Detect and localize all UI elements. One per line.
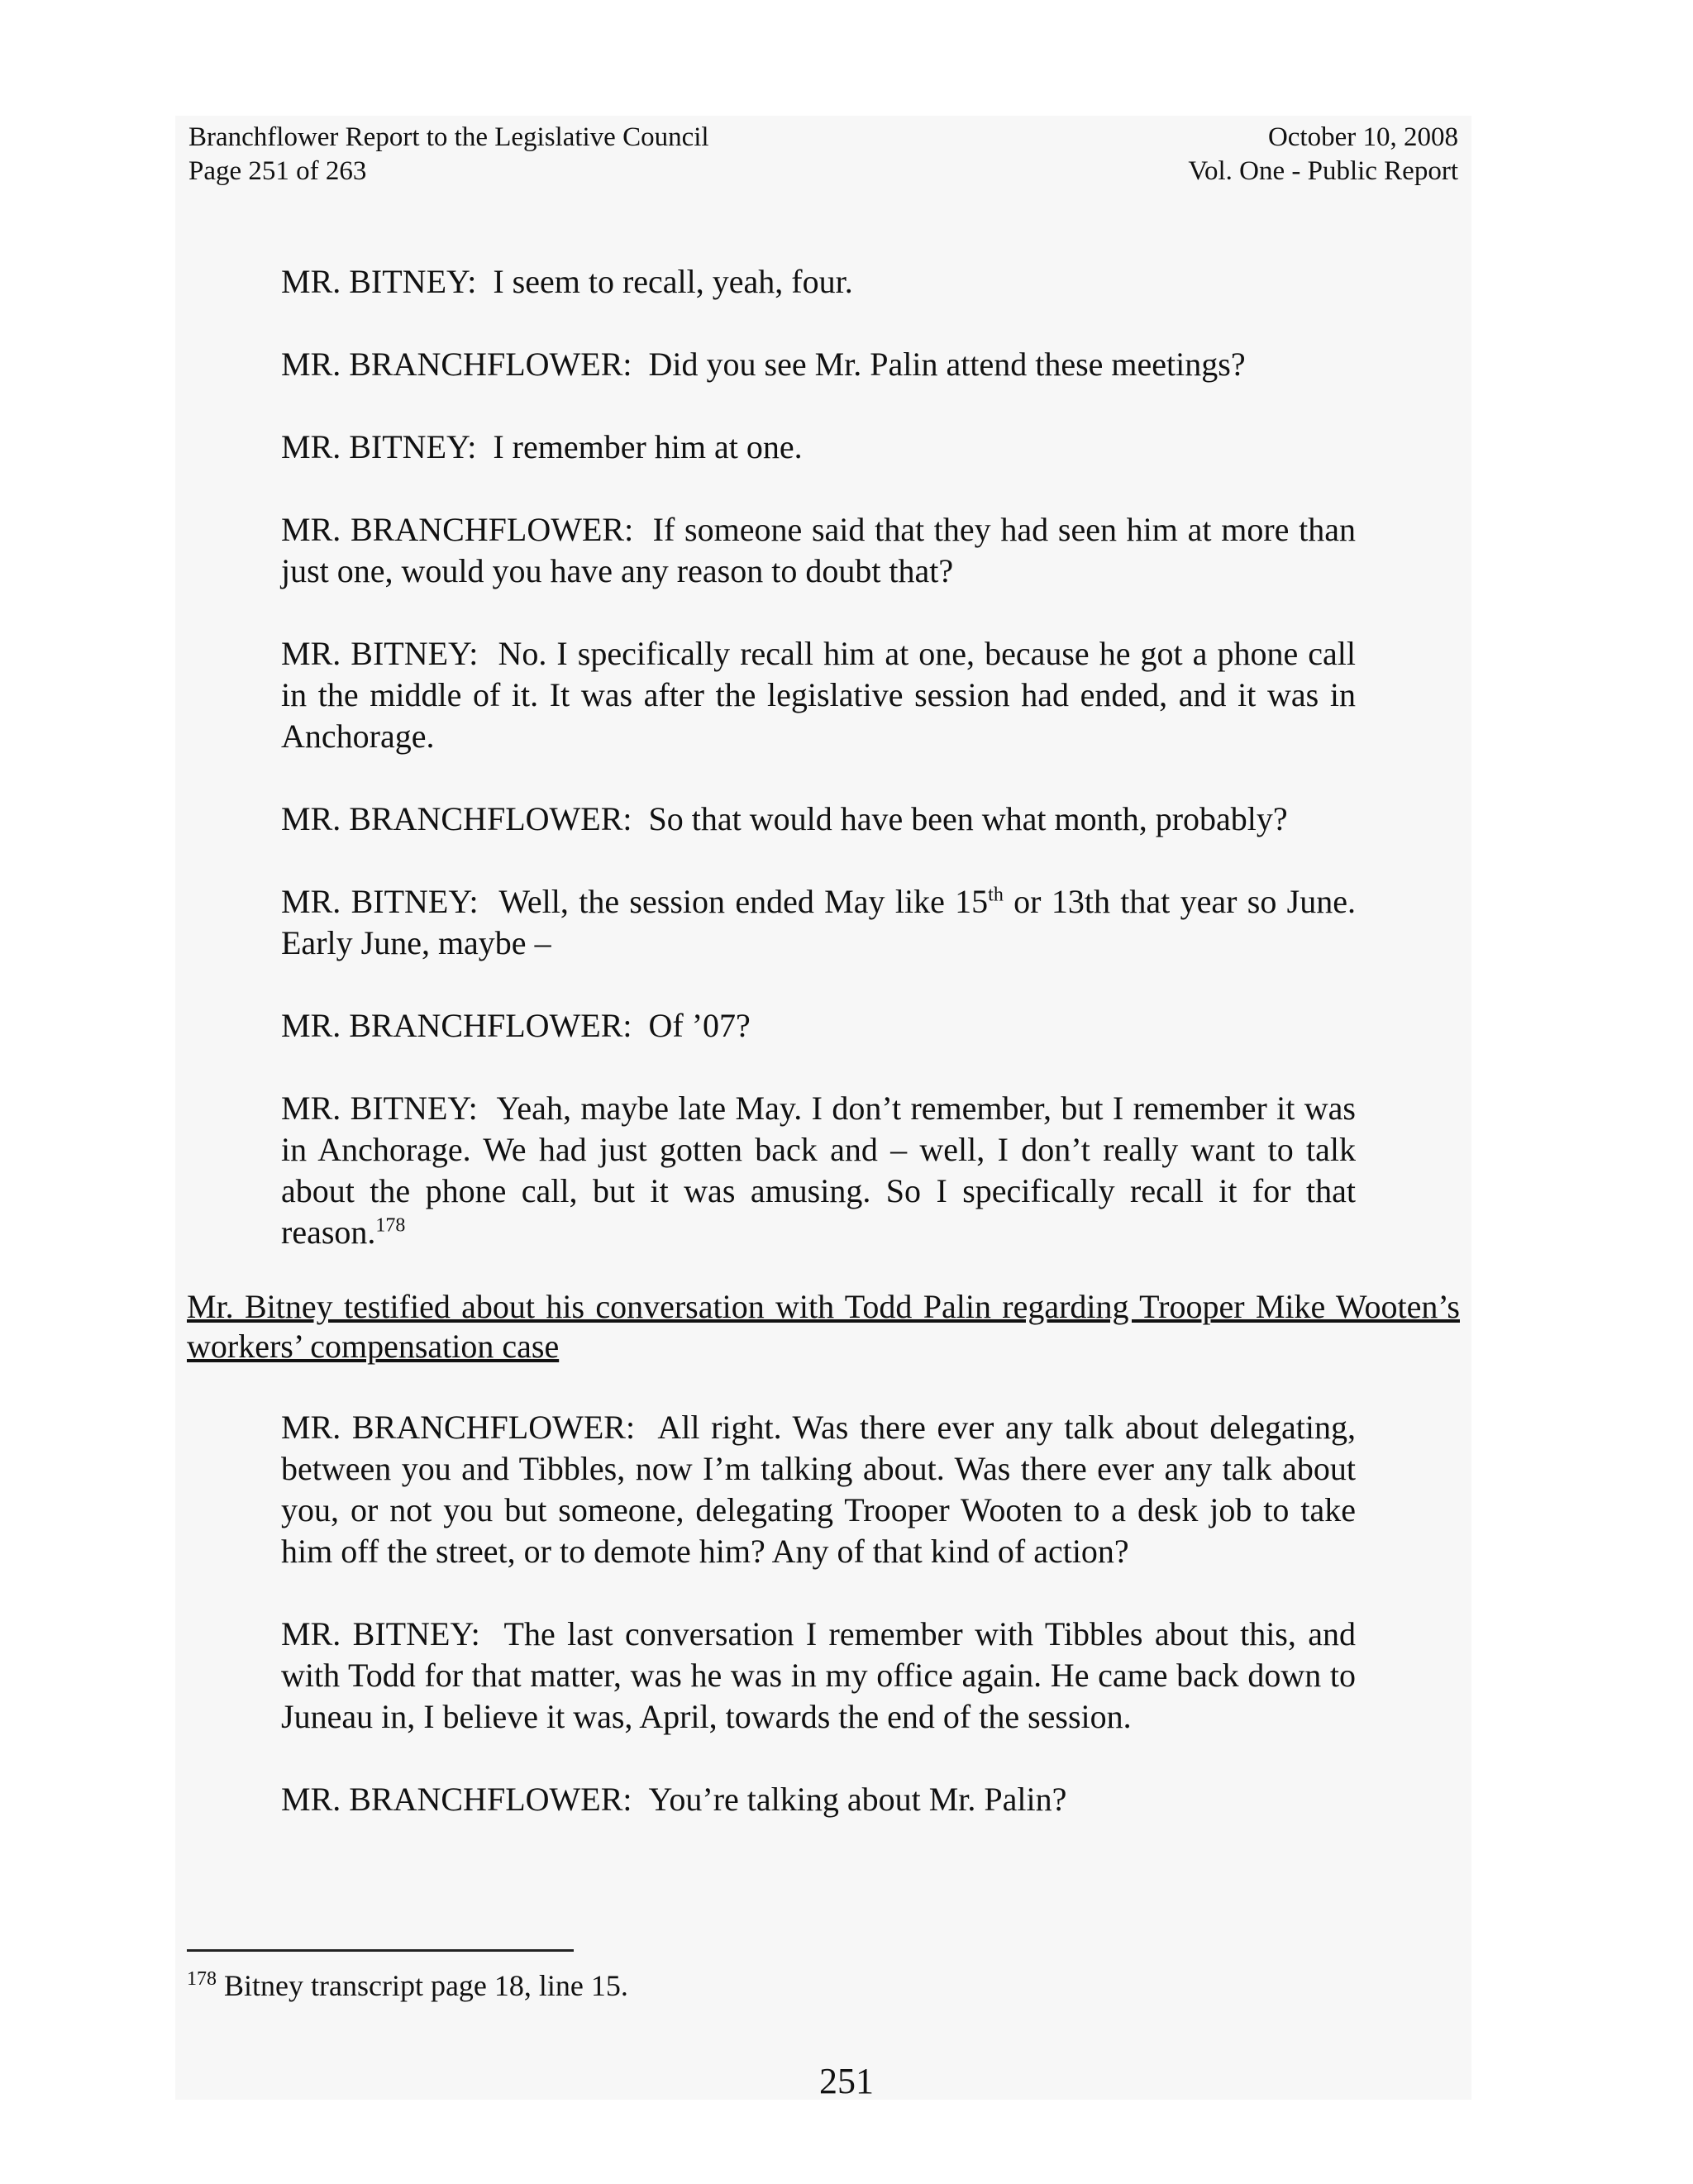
volume-label: Vol. One - Public Report <box>1188 156 1458 186</box>
utterance: Did you see Mr. Palin attend these meetings? <box>648 346 1246 383</box>
utterance: Yeah, maybe late May. I don’t remember, but I remember it was in Anchorage. We had just gotten back and – well, I don’t really want to talk about the phone call, but it was amusing. So I specifically recall it for that reason. <box>281 1090 1357 1251</box>
speaker: MR. BRANCHFLOWER: <box>281 800 632 837</box>
utterance: So that would have been what month, probably? <box>648 800 1288 837</box>
speaker: MR. BRANCHFLOWER: <box>281 346 632 383</box>
utterance: The last conversation I remember with Tibbles about this, and with Todd for that matter, was he was in my office again. He came back down to Juneau in, I believe it was, April, towards the end of the session. <box>281 1615 1357 1735</box>
transcript-line <box>281 1088 1356 1253</box>
speaker: MR. BITNEY: <box>281 263 477 300</box>
utterance-part: or 13th that year so June. Early June, maybe – <box>281 883 1357 961</box>
transcript-line <box>281 881 1356 964</box>
transcript-line <box>281 427 1356 468</box>
transcript-line <box>281 799 1356 840</box>
transcript-line <box>281 1779 1356 1820</box>
footnote <box>187 1967 628 2004</box>
transcript-line <box>281 633 1356 757</box>
transcript-line <box>281 261 1356 303</box>
footnote-text: Bitney transcript page 18, line 15. <box>217 1969 628 2002</box>
page-number: 251 <box>819 2061 874 2101</box>
utterance-part: Well, the session ended May like 15 <box>498 883 989 920</box>
speaker: MR. BITNEY: <box>281 1615 480 1652</box>
footnote-reference[interactable]: 178 <box>375 1214 406 1237</box>
footnote-number: 178 <box>187 1968 217 1990</box>
speaker: MR. BRANCHFLOWER: <box>281 1781 632 1818</box>
report-title: Branchflower Report to the Legislative Council <box>188 122 709 152</box>
transcript-line <box>281 509 1356 592</box>
speaker: MR. BRANCHFLOWER: <box>281 511 634 548</box>
utterance: No. I specifically recall him at one, because he got a phone call in the middle of it. It was after the legislative session had ended, and it was in Anchorage. <box>281 635 1357 755</box>
transcript-line <box>281 1614 1356 1738</box>
speaker: MR. BITNEY: <box>281 883 479 920</box>
transcript-excerpt-bottom <box>281 1407 1356 1862</box>
speaker: MR. BITNEY: <box>281 635 479 672</box>
transcript-excerpt-top <box>281 261 1356 1295</box>
page-header-left <box>188 121 709 188</box>
ordinal-superscript: th <box>988 884 1004 906</box>
speaker: MR. BRANCHFLOWER: <box>281 1409 636 1446</box>
report-date: October 10, 2008 <box>1267 122 1458 152</box>
utterance: All right. Was there ever any talk about delegating, between you and Tibbles, now I’m talking about. Was there ever any talk about you, or not you but someone, delegating Trooper Wooten to a desk job to take him off the street, or to demote him? Any of that kind of action? <box>281 1409 1357 1570</box>
footnote-divider <box>187 1949 574 1952</box>
page-header-right <box>1188 121 1458 188</box>
page-label: Page 251 of 263 <box>188 156 367 186</box>
utterance: Of ’07? <box>648 1007 751 1044</box>
utterance: I remember him at one. <box>493 428 803 465</box>
speaker: MR. BITNEY: <box>281 1090 478 1127</box>
speaker: MR. BRANCHFLOWER: <box>281 1007 632 1044</box>
transcript-line <box>281 1407 1356 1572</box>
transcript-line <box>281 344 1356 385</box>
section-heading: Mr. Bitney testified about his conversation with Todd Palin regarding Trooper Mike Wooten’s workers’ compensation case <box>187 1288 1460 1365</box>
utterance: I seem to recall, yeah, four. <box>493 263 853 300</box>
utterance: If someone said that they had seen him at more than just one, would you have any reason to doubt that? <box>281 511 1356 589</box>
speaker: MR. BITNEY: <box>281 428 477 465</box>
transcript-line <box>281 1005 1356 1047</box>
utterance: You’re talking about Mr. Palin? <box>648 1781 1067 1818</box>
